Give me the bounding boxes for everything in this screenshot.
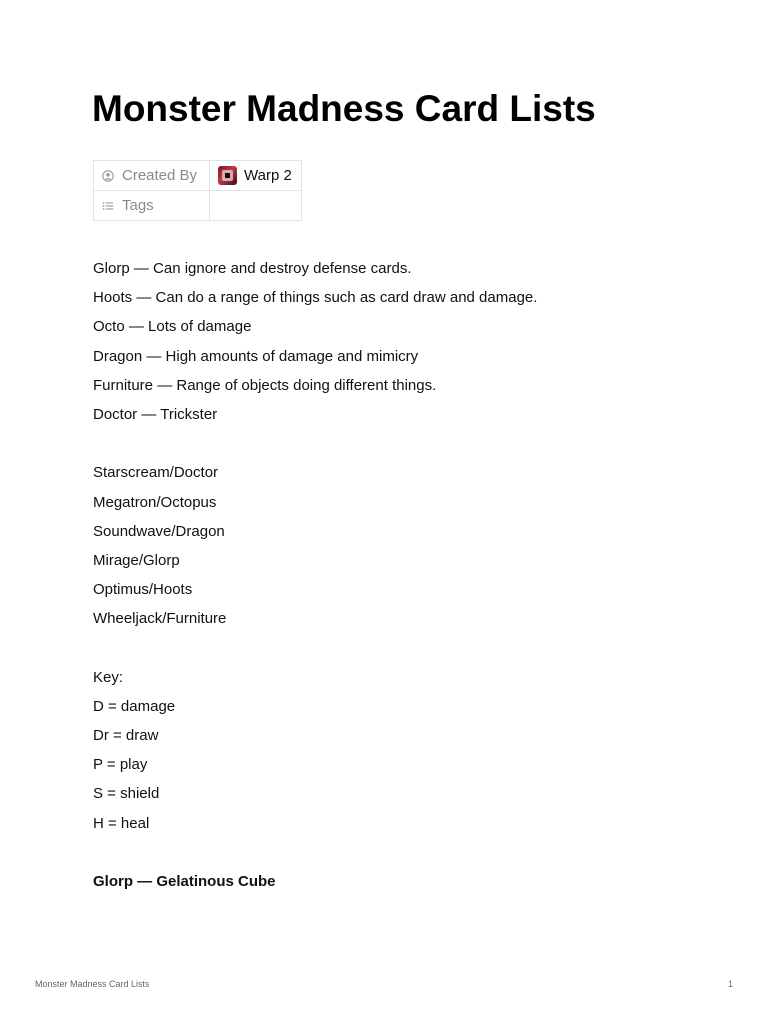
blank-line [93,838,713,867]
key-item: Dr = draw [93,727,159,744]
property-value-created-by[interactable] [210,161,302,191]
page-title: Monster Madness Card Lists [92,88,596,129]
properties-table [93,160,302,221]
pairing-line: Megatron/Octopus [93,493,217,511]
monster-line: Furniture — Range of objects doing different things. [93,376,437,394]
property-label-tags: Tags [122,197,154,214]
monster-line: Glorp — Can ignore and destroy defense cards. [93,260,412,277]
pairing-line: Mirage/Glorp [93,551,180,569]
footer-page-number: 1 [727,979,733,989]
key-item: S = shield [93,785,160,803]
property-row-tags [94,191,302,221]
monster-line: Dragon — High amounts of damage and mimicry [93,347,419,365]
person-circle-icon [102,170,114,182]
property-key-tags [94,191,210,221]
property-key-created-by [94,161,210,191]
footer-doc-title: Monster Madness Card Lists [35,979,150,989]
monster-line: Octo — Lots of damage [93,318,252,336]
pairing-line: Optimus/Hoots [93,581,193,599]
list-icon [102,200,114,212]
pairing-line: Starscream/Doctor [93,464,219,482]
monster-line: Hoots — Can do a range of things such as card draw and damage. [93,289,538,307]
property-value-tags[interactable] [210,191,302,221]
blank-line [93,429,713,458]
key-item: P = play [93,756,148,774]
monster-line: Doctor — Trickster [93,405,218,423]
key-heading: Key: [93,668,124,686]
avatar [218,166,237,185]
property-row-created-by [94,161,302,191]
property-label-created-by: Created By [122,167,198,184]
creator-name[interactable]: Warp 2 [244,167,292,184]
section-heading: Glorp — Gelatinous Cube [93,872,276,890]
pairing-line: Soundwave/Dragon [93,522,225,540]
key-item: H = heal [93,814,150,832]
blank-line [93,633,713,662]
document-body [93,254,713,896]
pairing-line: Wheeljack/Furniture [93,610,227,628]
key-item: D = damage [93,697,176,715]
